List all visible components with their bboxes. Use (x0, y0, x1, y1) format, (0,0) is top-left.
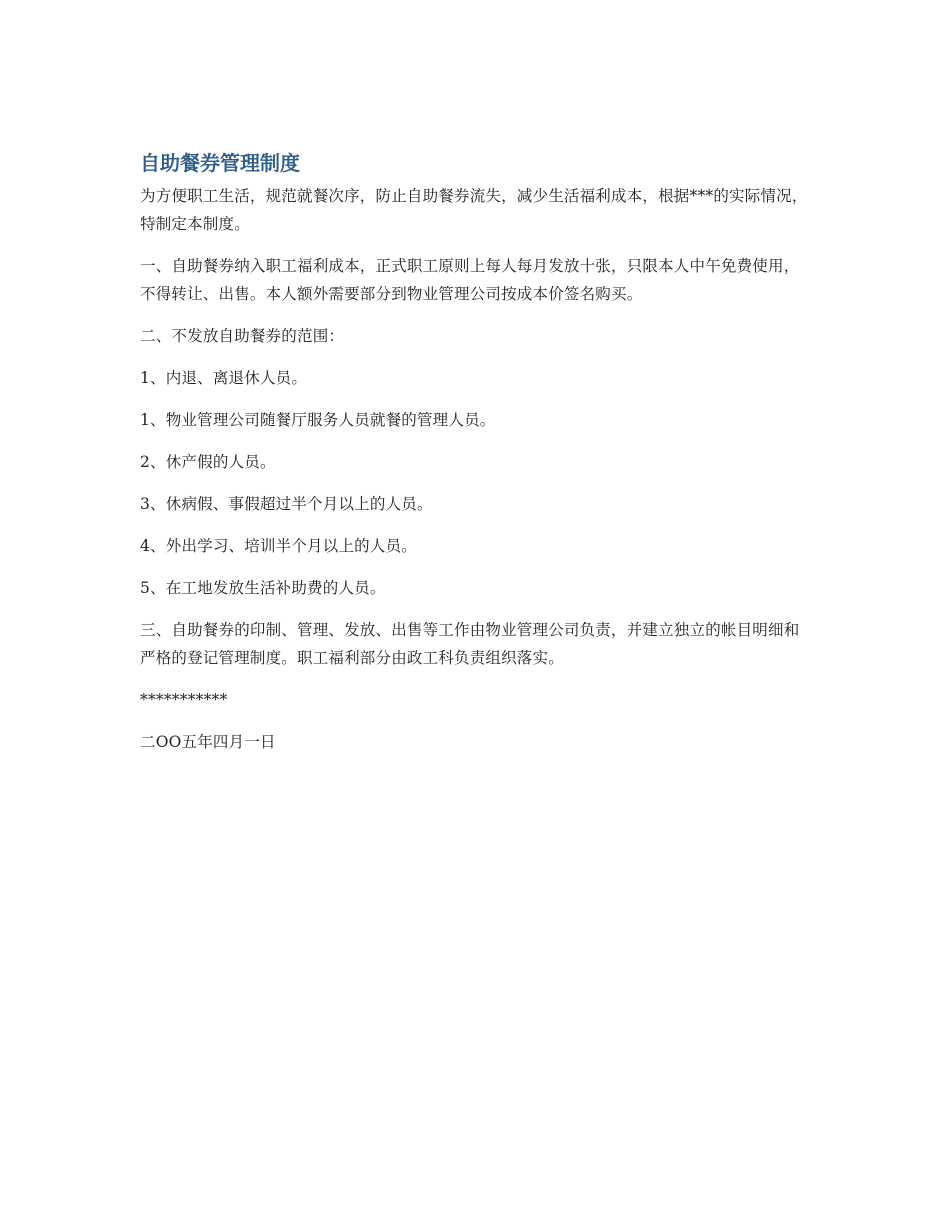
list-item: 2、休产假的人员。 (140, 453, 276, 471)
section-one-paragraph: 一、自助餐券纳入职工福利成本，正式职工原则上每人每月发放十张，只限本人中午免费使用，不得转让、出售。本人额外需要部分到物业管理公司按成本价签名购买。 (140, 257, 800, 303)
document-title: 自助餐券管理制度 (140, 151, 300, 175)
document-date: 二OO五年四月一日 (140, 733, 276, 751)
list-item: 1、内退、离退休人员。 (140, 369, 308, 387)
signature-line: *********** (140, 691, 228, 709)
section-two-heading: 二、不发放自助餐券的范围： (140, 327, 345, 345)
list-item: 5、在工地发放生活补助费的人员。 (140, 579, 386, 597)
intro-paragraph: 为方便职工生活，规范就餐次序，防止自助餐券流失，减少生活福利成本，根据***的实际情况，特制定本制度。 (140, 187, 808, 233)
section-three-paragraph: 三、自助餐券的印制、管理、发放、出售等工作由物业管理公司负责，并建立独立的帐目明细和严格的登记管理制度。职工福利部分由政工科负责组织落实。 (140, 621, 800, 667)
list-item: 1、物业管理公司随餐厅服务人员就餐的管理人员。 (140, 411, 496, 429)
list-item: 4、外出学习、培训半个月以上的人员。 (140, 537, 417, 555)
list-item: 3、休病假、事假超过半个月以上的人员。 (140, 495, 433, 513)
document-page (140, 148, 815, 770)
